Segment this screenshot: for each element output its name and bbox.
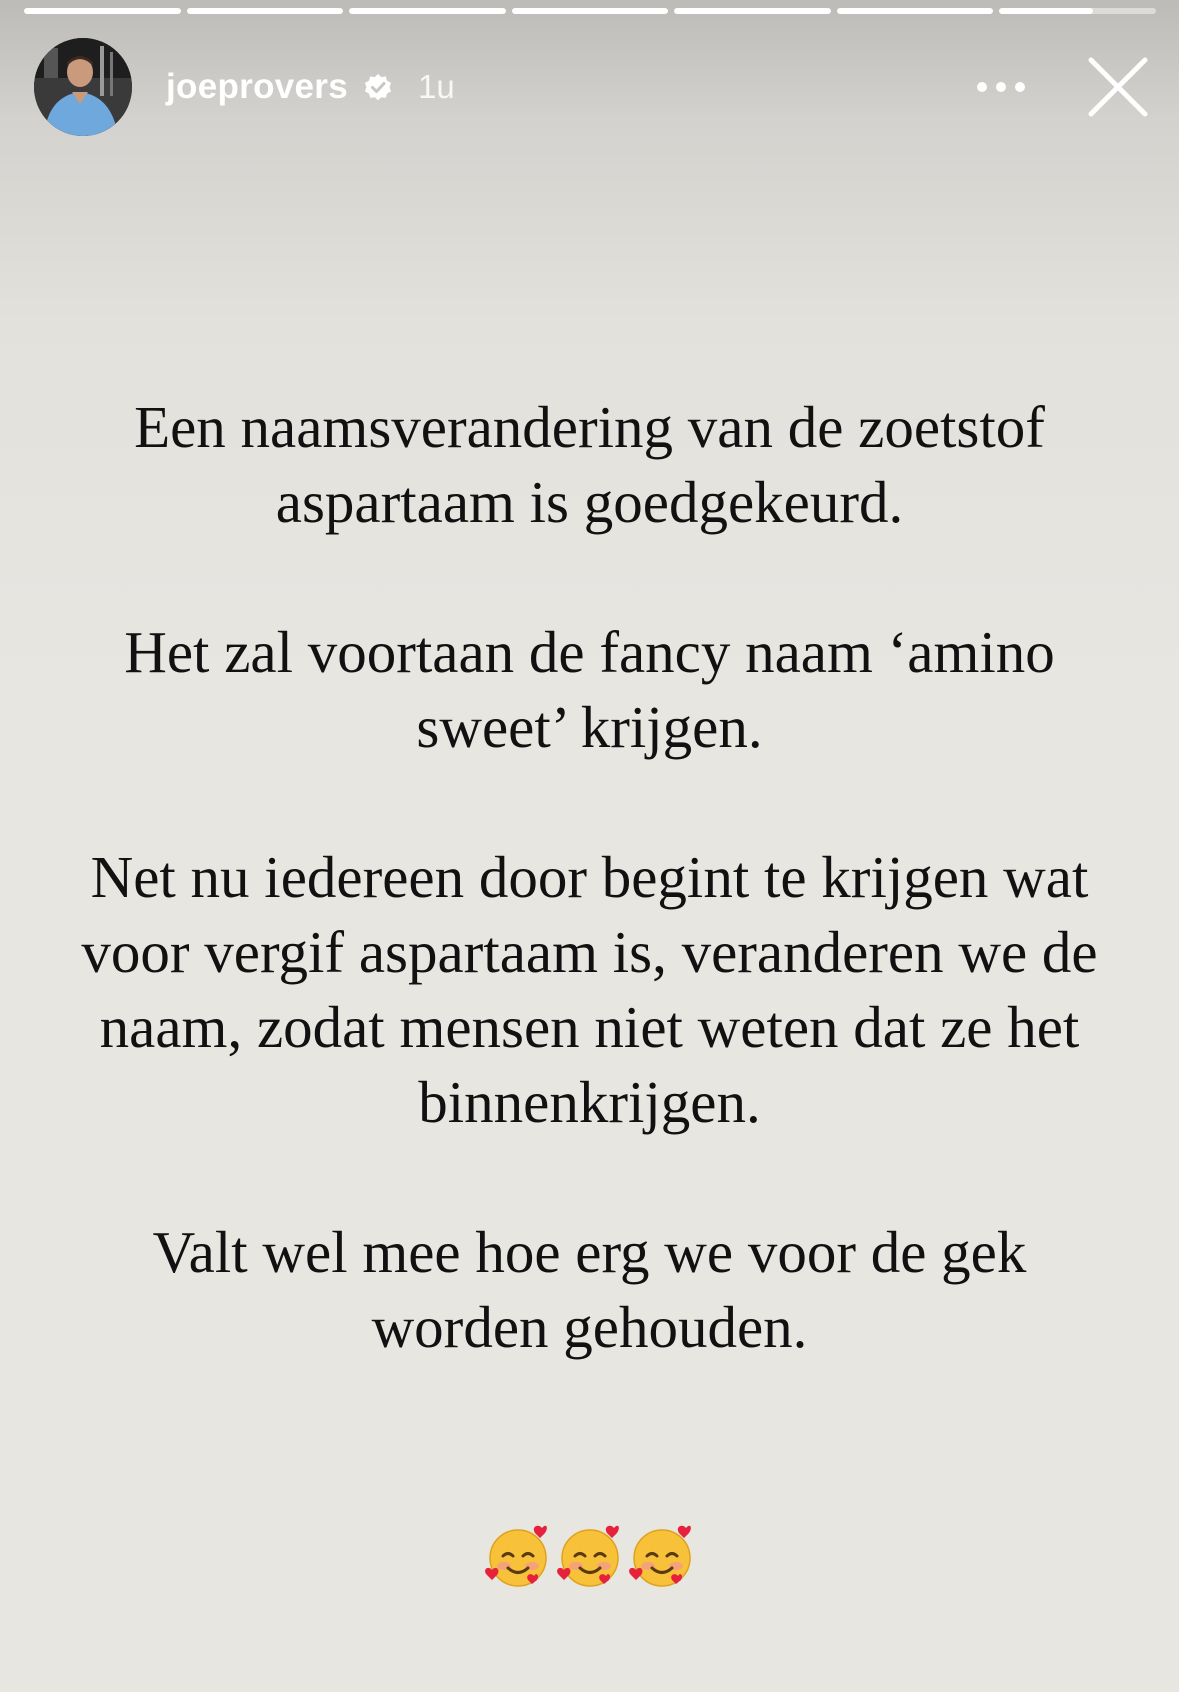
story-time: 1u: [417, 68, 455, 105]
username[interactable]: joeprovers: [166, 67, 348, 106]
avatar[interactable]: [34, 38, 132, 136]
avatar-image: [34, 38, 132, 136]
story-paragraph: Het zal voortaan de fancy naam ‘amino sweet’ krijgen.: [124, 619, 1055, 760]
verified-badge-icon: [362, 71, 394, 103]
more-dots-icon: [976, 81, 1026, 93]
story-paragraph: Net nu iedereen door begint te krijgen wat voor vergif aspartaam is, veranderen we de naam, zodat mensen niet weten dat ze het binnenkrijgen.: [81, 844, 1098, 1135]
progress-segment: [999, 8, 1156, 14]
progress-segment: [512, 8, 669, 14]
progress-segment: [349, 8, 506, 14]
emoji-row: [0, 1522, 1179, 1590]
smiling-face-with-hearts-icon: [556, 1522, 624, 1590]
smiling-face-with-hearts-icon: [628, 1522, 696, 1590]
close-button[interactable]: [1087, 56, 1149, 118]
close-icon: [1087, 56, 1149, 118]
more-options-button[interactable]: [971, 67, 1031, 107]
story-paragraph: Valt wel mee hoe erg we voor de gek worden gehouden.: [152, 1219, 1027, 1360]
smiling-face-with-hearts-icon: [484, 1522, 552, 1590]
progress-segment: [187, 8, 344, 14]
story-text-block: [60, 390, 1119, 1440]
progress-segment: [674, 8, 831, 14]
story-progress-bars: [24, 8, 1156, 14]
story-header: [34, 38, 1149, 136]
progress-segment: [837, 8, 994, 14]
story-paragraph: Een naamsverandering van de zoetstof aspartaam is goedgekeurd.: [134, 394, 1045, 535]
progress-segment: [24, 8, 181, 14]
